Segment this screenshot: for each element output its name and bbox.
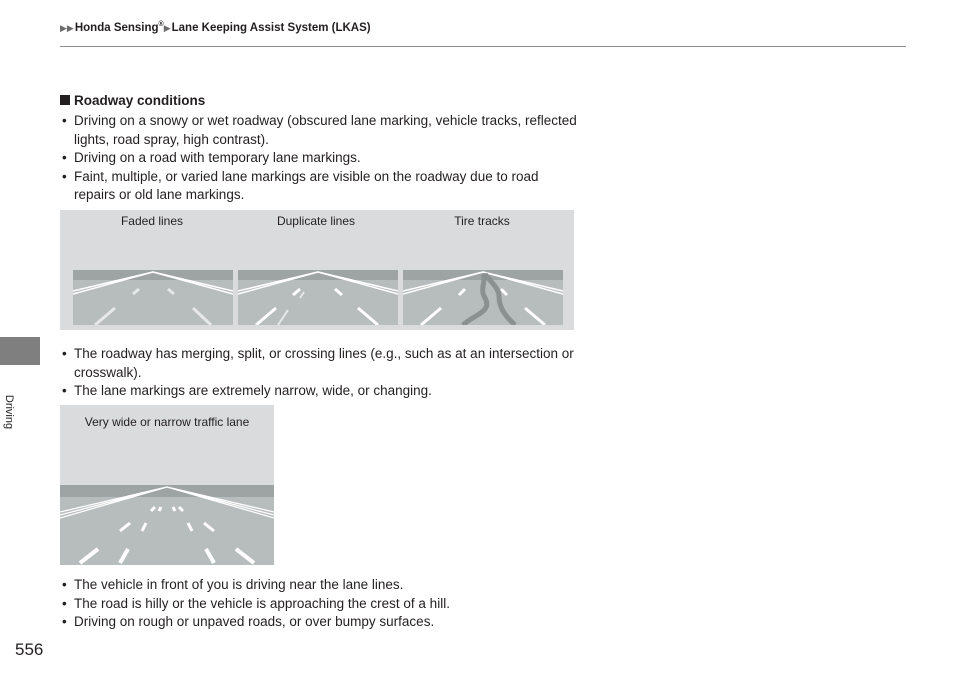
caption-lane-width: Very wide or narrow traffic lane	[84, 415, 250, 429]
page-number: 556	[15, 640, 44, 659]
caption-tire-tracks: Tire tracks	[454, 214, 510, 228]
breadcrumb	[60, 21, 371, 34]
square-bullet-icon	[60, 95, 70, 105]
duplicate-lines-illustration	[238, 270, 398, 325]
condition-list-1	[60, 112, 580, 205]
faded-lines-illustration	[73, 270, 233, 325]
condition-list-3	[60, 576, 600, 632]
double-arrow-icon: ▶▶	[60, 22, 74, 33]
list-item: • Faint, multiple, or varied lane markings are visible on the roadway due to road repairs or old lane markings.	[60, 168, 580, 205]
breadcrumb-section[interactable]: Honda Sensing	[74, 21, 159, 34]
list-item: • The road is hilly or the vehicle is approaching the crest of a hill.	[60, 595, 600, 614]
lane-marking-figure	[60, 210, 574, 330]
list-item: • Driving on rough or unpaved roads, or over bumpy surfaces.	[60, 613, 600, 632]
chapter-tab-label: Driving	[3, 394, 15, 430]
condition-list-2	[60, 345, 600, 401]
section-heading: Roadway conditions	[60, 93, 205, 108]
arrow-icon: ▶	[163, 22, 171, 33]
caption-faded-lines: Faded lines	[120, 214, 184, 228]
chapter-tab-marker	[0, 337, 40, 365]
lane-width-figure	[60, 405, 274, 565]
caption-duplicate-lines: Duplicate lines	[276, 214, 356, 228]
registered-mark: ®	[158, 21, 164, 28]
running-header	[60, 18, 906, 47]
narrow-wide-lane-illustration	[60, 485, 274, 565]
list-item: • Driving on a road with temporary lane markings.	[60, 149, 580, 168]
list-item: • The vehicle in front of you is driving near the lane lines.	[60, 576, 600, 595]
list-item: • The lane markings are extremely narrow, wide, or changing.	[60, 382, 600, 401]
breadcrumb-topic[interactable]: Lane Keeping Assist System (LKAS)	[171, 21, 371, 34]
list-item: • The roadway has merging, split, or crossing lines (e.g., such as at an intersection or crosswalk).	[60, 345, 600, 382]
list-item: • Driving on a snowy or wet roadway (obscured lane marking, vehicle tracks, reflected lights, road spray, high contrast).	[60, 112, 580, 149]
tire-tracks-illustration	[403, 270, 563, 325]
